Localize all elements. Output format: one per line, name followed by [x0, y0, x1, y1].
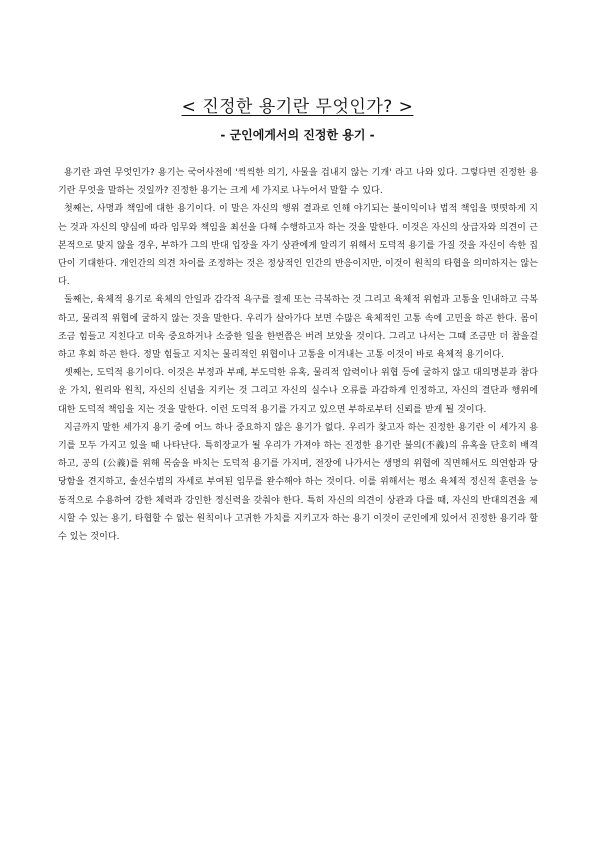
document-body	[58, 164, 538, 546]
document-title-text: < 진정한 용기란 무엇인가? >	[181, 97, 414, 117]
paragraph-second-physical-courage: 둘째는, 육체적 용기로 육체의 안일과 감각적 욕구를 절제 또는 극복하는 것 그리고 육체적 위험과 고통을 인내하고 극복하고, 물리적 위협에 굴하지 않는 것을 말한다. 우리가 살아가다 보면 수많은 육체적인 고통 속에 고민을 하곤 한다. 몸이 조금 힘들고 지친다고 더욱 중요하거나 소중한 일을 한번쯤은 버려 보았을 것이다. 그리고 나서는 그때 조금만 더 참을걸 하고 후회 하곤 한다. 정말 힘들고 지치는 물리적인 위협이나 고통을 이겨내는 고통 이것이 바로 육체적 용기이다.	[58, 295, 538, 361]
paragraph-third-moral-courage: 셋째는, 도덕적 용기이다. 이것은 부정과 부패, 부도덕한 유혹, 물리적 압력이나 위협 등에 굴하지 않고 대의명분과 참다운 가치, 원리와 원칙, 자신의 신념을 지키는 것 그리고 자신의 실수나 오류를 과감하게 인정하고, 자신의 결단과 행위에 대한 도덕적 책임을 지는 것을 말한다. 이런 도덕적 용기를 가지고 있으면 부하로부터 신뢰를 받게 될 것이다.	[58, 368, 538, 415]
document-subtitle: - 군인에게서의 진정한 용기 -	[220, 128, 375, 142]
document-title	[0, 92, 595, 117]
paragraph-conclusion: 지금까지 말한 세가지 용기 중에 어느 하나 중요하지 않은 용기가 없다. 우리가 찾고자 하는 진정한 용기란 이 세가지 용기를 모두 가지고 있을 때 나타난다. 특히장교가 될 우리가 가져야 하는 진정한 용기란 불의(不義)의 유혹을 단호히 배격하고, 공의 (公義)를 위해 목숨을 바치는 도덕적 용기를 가지며, 전장에 나가서는 생명의 위협에 직면해서도 의연함과 당당함을 견지하고, 솔선수범의 자세로 부여된 임무를 완수해야 하는 것이다. 이를 위해서는 평소 육체적 정신적 훈련을 능동적으로 수용하여 강한 체력과 강인한 정신력을 갖춰야 한다. 특히 자신의 의견이 상관과 다를 때, 자신의 반대의견을 제시할 수 있는 용기, 타협할 수 없는 원칙이나 고귀한 가치를 지키고자 하는 용기 이것이 군인에게 있어서 진정한 용기라 할 수 있는 것이다.	[58, 422, 538, 543]
paragraph-definition: 용기란 과연 무엇인가? 용기는 국어사전에 '씩씩한 의기, 사물을 겁내지 않는 기개' 라고 나와 있다. 그렇다면 진정한 용기란 무엇을 말하는 것일까? 진정한 용기는 크게 세 가지로 나누어서 말할 수 있다.	[58, 168, 538, 197]
paragraph-first-mission-responsibility: 첫째는, 사명과 책임에 대한 용기이다. 이 말은 자신의 행위 결과로 인해 야기되는 불이익이나 법적 책임을 떳떳하게 지는 것과 자신의 양심에 따라 임무와 책임을 최선을 다해 수행하고자 하는 것을 말한다. 이것은 자신의 상급자와 의견이 근본적으로 맞지 않을 경우, 부하가 그의 반대 입장을 자기 상관에게 알리기 위해서 도덕적 용기를 가질 것을 자신이 속한 집단이 기대한다. 개인간의 의견 차이를 조정하는 것은 정상적인 인간의 반응이지만, 이것이 원칙의 타협을 의미하지는 않는다.	[58, 204, 538, 288]
